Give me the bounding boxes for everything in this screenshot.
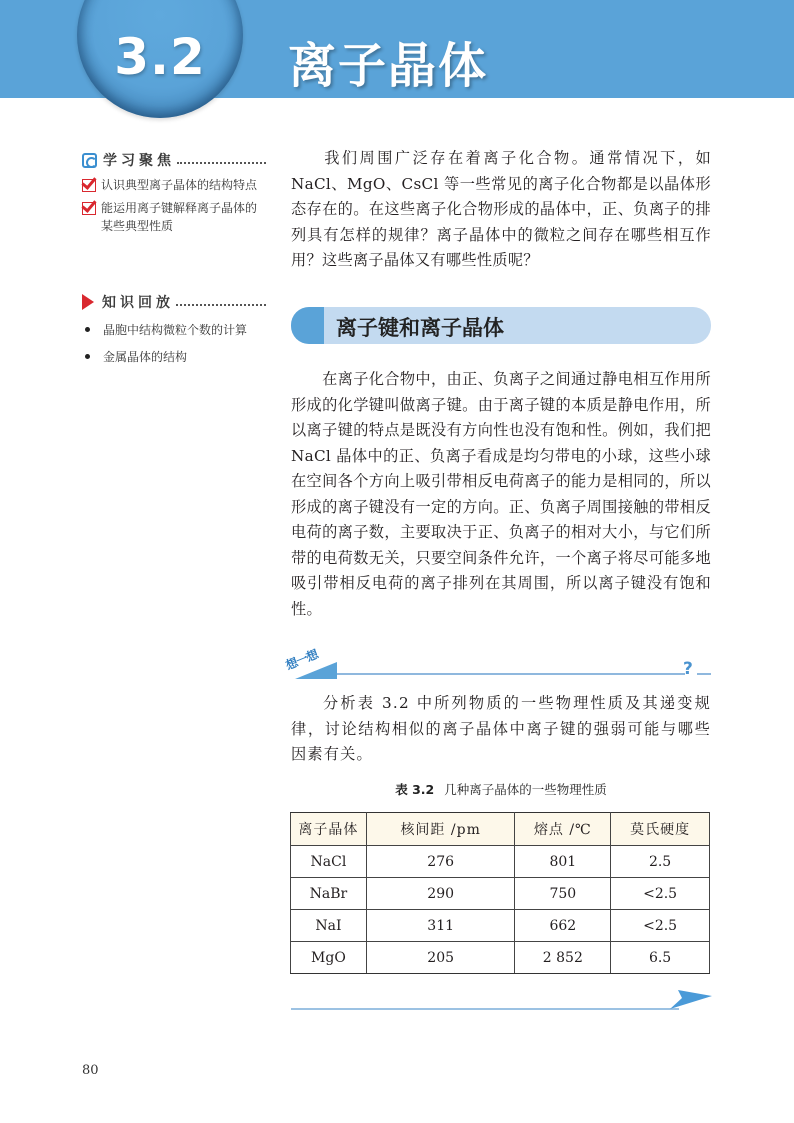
table-cell: 6.5 xyxy=(611,942,710,974)
think-body xyxy=(291,691,711,768)
learning-goal-text: 认识典型离子晶体的结构特点 xyxy=(101,178,258,192)
review-list-item xyxy=(82,320,266,338)
checkbox-checked-icon xyxy=(82,202,96,215)
table-cell: <2.5 xyxy=(611,878,710,910)
table-cell: NaCl xyxy=(291,846,367,878)
section-title: 离子键和离子晶体 xyxy=(336,316,504,340)
intro-paragraph xyxy=(291,146,711,274)
learning-focus-label: 学习聚焦 xyxy=(103,153,175,169)
table-cell: 276 xyxy=(366,846,515,878)
arrow-right-icon xyxy=(670,988,712,1010)
learning-goal-list xyxy=(82,176,266,235)
ionic-crystal-properties-table xyxy=(290,812,710,974)
table-cell: 662 xyxy=(515,910,611,942)
table-row xyxy=(291,878,710,910)
red-triangle-icon xyxy=(82,294,94,310)
checkbox-checked-icon xyxy=(82,179,96,192)
table-cell: NaI xyxy=(291,910,367,942)
dotted-leader xyxy=(177,162,266,164)
knowledge-review-label: 知识回放 xyxy=(102,295,174,311)
bullet-icon xyxy=(85,327,90,332)
table-cell: 2.5 xyxy=(611,846,710,878)
think-box-end-line xyxy=(291,1008,679,1010)
learning-goal-item xyxy=(82,199,266,235)
knowledge-review-block xyxy=(82,292,266,374)
section-heading-banner xyxy=(291,307,711,344)
learning-focus-block xyxy=(82,150,266,235)
dotted-leader xyxy=(176,304,266,306)
table-header-cell: 离子晶体 xyxy=(291,813,367,846)
table-cell: MgO xyxy=(291,942,367,974)
table-header-cell: 熔点 /℃ xyxy=(515,813,611,846)
table-header-cell: 核间距 /pm xyxy=(366,813,515,846)
question-mark-icon: ? xyxy=(683,659,693,679)
knowledge-review-list xyxy=(82,320,266,365)
knowledge-review-heading xyxy=(82,292,266,312)
intro-section xyxy=(291,146,711,274)
sidebar xyxy=(82,150,266,364)
table-cell: 801 xyxy=(515,846,611,878)
page-number: 80 xyxy=(82,1063,99,1078)
bullet-icon xyxy=(85,354,90,359)
table-row xyxy=(291,942,710,974)
chapter-title: 离子晶体 xyxy=(288,38,489,94)
think-text: 分析表 3.2 中所列物质的一些物理性质及其递变规律，讨论结构相似的离子晶体中离子键的强弱可能与哪些因素有关。 xyxy=(291,694,711,763)
banner-accent xyxy=(291,307,324,344)
section-paragraph xyxy=(291,367,711,622)
review-item-text: 金属晶体的结构 xyxy=(103,349,188,364)
review-item-text: 晶胞中结构微粒个数的计算 xyxy=(103,322,248,337)
table-cell: 750 xyxy=(515,878,611,910)
learning-goal-text: 能运用离子键解释离子晶体的某些典型性质 xyxy=(101,201,258,233)
table-cell: <2.5 xyxy=(611,910,710,942)
table-cell: NaBr xyxy=(291,878,367,910)
intro-text: 我们周围广泛存在着离子化合物。通常情况下，如 NaCl、MgO、CsCl 等一些常见的离子化合物都是以晶体形态存在的。在这些离子化合物形成的晶体中，正、负离子的排列具有怎样的规律？离子晶体中的微粒之间存在哪些相互作用？这些离子晶体又有哪些性质呢？ xyxy=(291,149,711,269)
table-cell: 311 xyxy=(366,910,515,942)
table-caption xyxy=(291,780,711,798)
think-divider-line-end xyxy=(697,673,711,675)
think-divider-line xyxy=(337,673,685,675)
table-header-cell: 莫氏硬度 xyxy=(611,813,710,846)
think-box-header xyxy=(285,645,713,680)
table-cell: 205 xyxy=(366,942,515,974)
table-caption-id: 表 3.2 xyxy=(395,782,435,797)
table-header-row xyxy=(291,813,710,846)
table-cell: 290 xyxy=(366,878,515,910)
chapter-number: 3.2 xyxy=(114,28,206,86)
table-cell: 2 852 xyxy=(515,942,611,974)
table-row xyxy=(291,846,710,878)
section-text: 在离子化合物中，由正、负离子之间通过静电相互作用所形成的化学键叫做离子键。由于离子键的本质是静电作用，所以离子键的特点是既没有方向性也没有饱和性。例如，我们把 NaCl 晶体中的正、负离子看成是均匀带电的小球，这些小球在空间各个方向上吸引带相反电荷离子的能力是相同的，所以形成的离子键没有一定的方向。正、负离子周围接触的带相反电荷的离子数，主要取决于正、负离子的相对大小，与它们所带的电荷数无关，只要空间条件允许，一个离子将尽可能多地吸引带相反电荷的离子排列在其周围，所以离子键没有饱和性。 xyxy=(291,370,711,618)
learning-goal-item xyxy=(82,176,266,194)
review-list-item xyxy=(82,347,266,365)
table-row xyxy=(291,910,710,942)
focus-icon xyxy=(82,153,97,168)
think-label: 想一想 xyxy=(283,647,320,673)
learning-focus-heading xyxy=(82,150,266,170)
table-caption-text: 几种离子晶体的一些物理性质 xyxy=(444,782,607,797)
think-paragraph xyxy=(291,691,711,768)
section-body xyxy=(291,367,711,622)
